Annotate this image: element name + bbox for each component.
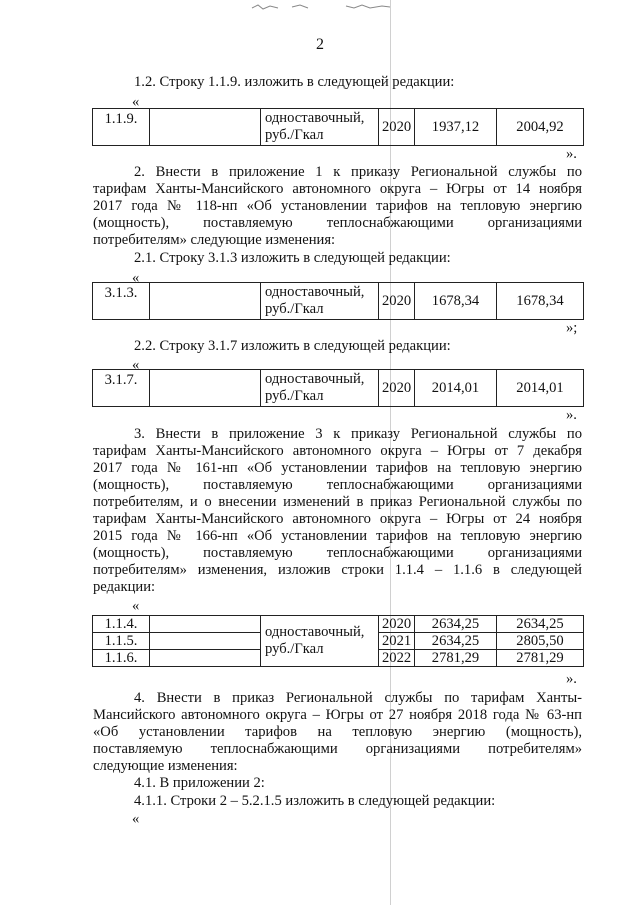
value-2: 2634,25 [497,616,584,633]
paragraph-3-line: тарифам Ханты-Мансийского автономного округа – Югры от 7 декабря [93,443,582,459]
year-cell: 2020 [379,109,415,146]
tariff-type [261,109,379,146]
blank-cell [150,633,261,650]
tariff-table-1 [92,108,584,146]
page-number: 2 [316,36,324,53]
table-row [93,283,584,320]
value-1: 1678,34 [415,283,497,320]
row-number: 1.1.4. [93,616,150,633]
year-cell: 2020 [379,616,415,633]
quote-open: « [132,270,140,286]
blank-cell [150,109,261,146]
tariff-type-line1: одноставочный, [265,624,365,640]
paragraph-3-line: 2017 года № 161-нп «Об установлении тарифов на тепловую энергию [93,460,582,476]
paragraph-3-line: потребителям» изменения, изложив строки 1.1.4 – 1.1.6 в следующей [93,562,582,578]
tariff-unit: руб./Гкал [265,388,324,404]
year-cell: 2021 [379,633,415,650]
value-2: 2781,29 [497,650,584,667]
paragraph-3-line: редакции: [93,579,156,595]
value-1: 2634,25 [415,633,497,650]
blank-cell [150,283,261,320]
quote-close: ». [566,671,577,687]
value-1: 1937,12 [415,109,497,146]
quote-close: »; [566,320,578,336]
quote-close: ». [566,407,577,423]
row-number: 1.1.5. [93,633,150,650]
paragraph-3-line: (мощность), поставляемую теплоснабжающими организациями [93,477,582,493]
tariff-type [261,283,379,320]
tariff-unit: руб./Гкал [265,301,324,317]
paragraph-2-line: потребителям» следующие изменения: [93,232,336,248]
paragraph-2-line: (мощность), поставляемую теплоснабжающими организациями [93,215,582,231]
tariff-type-line1: одноставочный, [265,371,365,387]
value-1: 2014,01 [415,370,497,407]
paragraph-4-line: «Об установлении тарифов на тепловую энергию (мощность), [93,724,582,740]
paragraph-2-line: 2017 года № 118-нп «Об установлении тарифов на тепловую энергию [93,198,582,214]
quote-open: « [132,811,140,827]
value-1: 2634,25 [415,616,497,633]
quote-open: « [132,94,140,110]
table-row [93,616,584,633]
row-number: 1.1.6. [93,650,150,667]
row-number: 1.1.9. [93,109,150,146]
paragraph-2-2: 2.2. Строку 3.1.7 изложить в следующей редакции: [134,338,451,354]
paragraph-4-line: поставляемую теплоснабжающими организациями потребителям» [93,741,582,757]
value-2: 2805,50 [497,633,584,650]
paragraph-4-line: следующие изменения: [93,758,238,774]
row-number: 3.1.7. [93,370,150,407]
paragraph-3-line: 3. Внести в приложение 3 к приказу Региональной службы по [134,426,582,442]
scan-artifact [248,2,393,12]
paragraph-4-line: Мансийского автономного округа – Югры от 27 ноября 2018 года № 63-нп [93,707,582,723]
quote-close: ». [566,146,577,162]
tariff-unit: руб./Гкал [265,641,324,657]
paragraph-3-line: 2015 года № 166-нп «Об установлении тарифов на тепловую энергию [93,528,582,544]
paragraph-3-line: (мощность), поставляемую теплоснабжающими организациями [93,545,582,561]
year-cell: 2022 [379,650,415,667]
year-cell: 2020 [379,370,415,407]
paragraph-2-line: 2. Внести в приложение 1 к приказу Региональной службы по [134,164,582,180]
value-2: 1678,34 [497,283,584,320]
tariff-type [261,370,379,407]
paragraph-4-line: 4. Внести в приказ Региональной службы по тарифам Ханты- [134,690,582,706]
value-2: 2014,01 [497,370,584,407]
blank-cell [150,616,261,633]
row-number: 3.1.3. [93,283,150,320]
paragraph-4-1-1: 4.1.1. Строки 2 – 5.2.1.5 изложить в следующей редакции: [134,793,496,809]
tariff-type-line1: одноставочный, [265,284,365,300]
table-row [93,109,584,146]
tariff-table-3 [92,369,584,407]
paragraph-1-2: 1.2. Строку 1.1.9. изложить в следующей редакции: [134,74,455,90]
paragraph-3-line: потребителям, и о внесении изменений в приказ Региональной службы по [93,494,582,510]
blank-cell [150,370,261,407]
tariff-table-4 [92,615,584,667]
blank-cell [150,650,261,667]
tariff-type-line1: одноставочный, [265,110,365,126]
tariff-unit: руб./Гкал [265,127,324,143]
tariff-table-2 [92,282,584,320]
paragraph-4-1: 4.1. В приложении 2: [134,775,265,791]
value-2: 2004,92 [497,109,584,146]
tariff-type [261,616,379,667]
paragraph-2-1: 2.1. Строку 3.1.3 изложить в следующей редакции: [134,250,451,266]
quote-open: « [132,357,140,373]
quote-open: « [132,598,140,614]
value-1: 2781,29 [415,650,497,667]
paragraph-2-line: тарифам Ханты-Мансийского автономного округа – Югры от 14 ноября [93,181,582,197]
table-row [93,370,584,407]
paragraph-3-line: тарифам Ханты-Мансийского автономного округа – Югры от 24 ноября [93,511,582,527]
year-cell: 2020 [379,283,415,320]
